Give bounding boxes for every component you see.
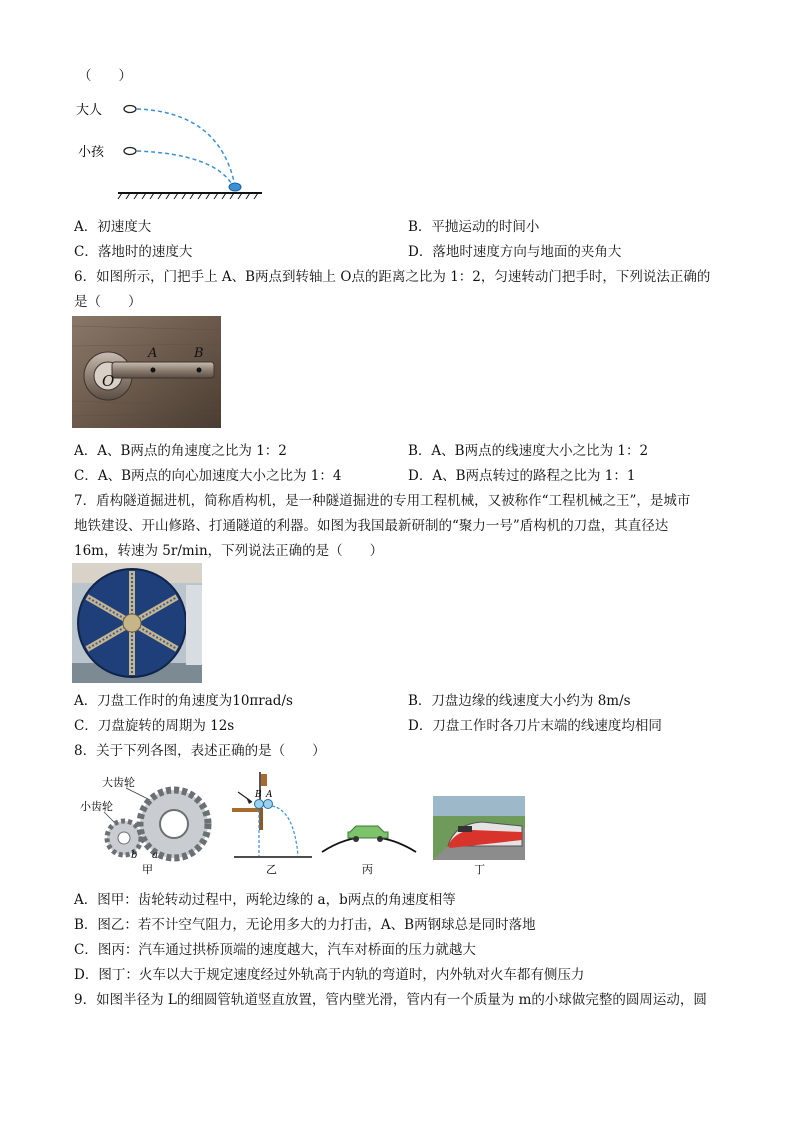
ball-a-label: A — [266, 790, 273, 800]
target-icon — [229, 183, 241, 191]
point-a-label: a — [152, 850, 158, 861]
caption-ding: 丁 — [474, 863, 485, 876]
q6-stem-line1: 6．如图所示，门把手上 A、B两点到转轴上 O点的距离之比为 1：2，匀速转动门把手时，下列说法正确的 — [74, 269, 711, 285]
point-b-dot — [197, 368, 202, 373]
label-child: 小孩 — [78, 145, 105, 160]
adult-trajectory — [137, 109, 235, 186]
caption-bing: 丙 — [362, 863, 373, 876]
figure-ding-train — [433, 796, 525, 876]
q8-option-c: C．图丙：汽车通过拱桥顶端的速度越大，汽车对桥面的压力就越大 — [74, 942, 476, 958]
caption-yi: 乙 — [266, 863, 277, 876]
figure-yi-balls — [232, 772, 312, 876]
q6-stem-line2: 是（ ） — [74, 294, 142, 310]
q7-cutterhead-photo — [72, 563, 202, 683]
arch-bridge — [322, 837, 416, 852]
q6-option-c: C．A、B两点的向心加速度大小之比为 1：4 — [74, 468, 342, 484]
q5-option-d: D．落地时速度方向与地面的夹角大 — [408, 244, 622, 260]
child-ring — [124, 148, 136, 155]
label-o: O — [102, 372, 115, 390]
q8-option-a: A．图甲：齿轮转动过程中，两轮边缘的 a，b两点的角速度相等 — [74, 892, 456, 908]
q9-stem-line1: 9．如图半径为 L的细圆管轨道竖直放置，管内壁光滑，管内有一个质量为 m的小球做完整的圆周运动，圆 — [74, 992, 707, 1008]
q6-option-d: D．A、B两点转过的路程之比为 1：1 — [408, 468, 636, 484]
car-icon — [348, 826, 388, 838]
label-a: A — [148, 346, 158, 361]
q7-option-b: B．刀盘边缘的线速度大小约为 8m/s — [408, 693, 631, 709]
q5-option-a: A．初速度大 — [74, 219, 152, 235]
figure-jia-gears — [80, 775, 208, 876]
q7-stem-line3: 16m，转速为 5r/min，下列说法正确的是（ ） — [74, 543, 384, 559]
label-b: B — [194, 346, 204, 361]
q5-option-b: B．平抛运动的时间小 — [408, 219, 540, 235]
label-big-gear: 大齿轮 — [102, 776, 135, 789]
q6-option-b: B．A、B两点的线速度大小之比为 1：2 — [408, 443, 649, 459]
q8-figures — [76, 766, 536, 878]
label-adult: 大人 — [76, 103, 103, 118]
q8-option-d: D．图丁：火车以大于规定速度经过外轨高于内轨的弯道时，内外轨对火车都有侧压力 — [74, 967, 585, 983]
q5-paren: （ ） — [78, 68, 132, 84]
q7-stem-line2: 地铁建设、开山修路、打通隧道的利器。如图为我国最新研制的“聚力一号”盾构机的刀盘，其直径达 — [74, 518, 669, 534]
q5-figure — [70, 90, 270, 205]
child-trajectory — [137, 151, 233, 186]
q7-option-a: A．刀盘工作时的角速度为10πrad/s — [74, 693, 293, 709]
adult-ring — [124, 106, 136, 113]
q7-option-c: C．刀盘旋转的周期为 12s — [74, 718, 235, 734]
label-small-gear: 小齿轮 — [80, 800, 113, 813]
point-a-dot — [151, 368, 156, 373]
q5-option-c: C．落地时的速度大 — [74, 244, 193, 260]
q7-option-d: D．刀盘工作时各刀片末端的线速度均相同 — [408, 718, 662, 734]
ball-b-icon — [255, 800, 264, 809]
caption-jia: 甲 — [142, 863, 153, 876]
figure-bing-car-bridge — [322, 826, 416, 876]
q6-door-handle-photo — [72, 316, 221, 428]
ball-a-icon — [264, 800, 273, 809]
q7-stem-line1: 7．盾构隧道掘进机，简称盾构机，是一种隧道掘进的专用工程机械，又被称作“工程机械之王”，是城市 — [74, 493, 691, 509]
q8-stem-line1: 8．关于下列各图，表述正确的是（ ） — [74, 743, 326, 759]
point-b-label: b — [131, 850, 138, 861]
cutterhead-hub — [123, 614, 141, 632]
q8-option-b: B．图乙：若不计空气阻力，无论用多大的力打击，A、B两钢球总是同时落地 — [74, 917, 536, 933]
q6-option-a: A．A、B两点的角速度之比为 1：2 — [74, 443, 287, 459]
ball-b-label: B — [255, 790, 262, 800]
